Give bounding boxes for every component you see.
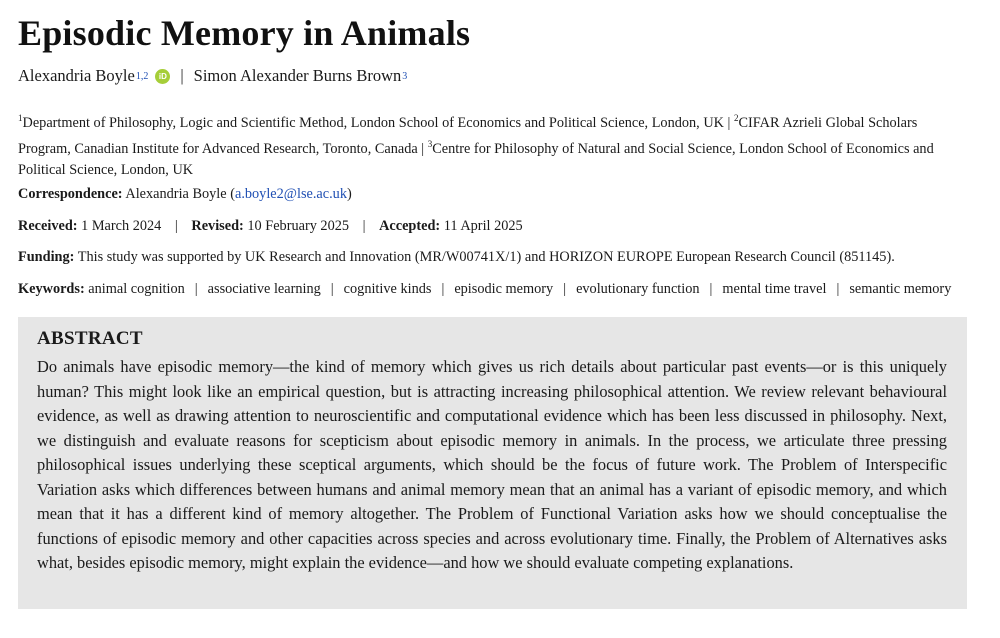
affiliation-text: CIFAR Azrieli Global Scholars Program, Canadian Institute for Advanced Research, Toronto, Canada (18, 115, 918, 157)
keyword-separator: | (441, 281, 445, 297)
correspondence-paren-open: ( (226, 186, 235, 202)
correspondence-email-link[interactable]: a.boyle2@lse.ac.uk (234, 186, 347, 202)
received-label: Received: (18, 218, 78, 234)
keyword[interactable]: episodic memory (454, 281, 554, 297)
funding-line (18, 249, 895, 266)
author-name[interactable]: Simon Alexander Burns Brown (193, 66, 402, 85)
affiliation-sup: 1 (18, 113, 23, 123)
correspondence-name: Alexandria Boyle (125, 186, 227, 202)
keyword[interactable]: semantic memory (849, 281, 952, 297)
keyword-separator: | (709, 281, 713, 297)
author-line (18, 66, 407, 86)
correspondence-paren-close: ) (346, 186, 352, 202)
date-separator: | (174, 218, 178, 234)
revised-date: 10 February 2025 (247, 218, 350, 234)
date-separator: | (362, 218, 366, 234)
author-affiliation-sup[interactable]: 3 (402, 70, 408, 82)
correspondence-line (18, 186, 352, 203)
accepted-label: Accepted: (379, 218, 441, 234)
keywords-line (18, 281, 951, 298)
received-date: 1 March 2024 (81, 218, 162, 234)
affiliation-separator: | (417, 141, 428, 157)
keyword[interactable]: mental time travel (722, 281, 827, 297)
abstract-heading: ABSTRACT (37, 328, 143, 349)
keyword-separator: | (330, 281, 334, 297)
keyword[interactable]: evolutionary function (576, 281, 700, 297)
affiliation-text: Centre for Philosophy of Natural and Social Science, London School of Economics and Political Science, London, UK (18, 141, 934, 178)
abstract-box (18, 317, 967, 609)
affiliation-sup: 3 (427, 139, 433, 149)
author-separator: | (180, 66, 184, 85)
keyword-separator: | (836, 281, 840, 297)
author-affiliation-sup[interactable]: 1,2 (135, 70, 149, 82)
dates-line (18, 218, 523, 235)
funding-text: This study was supported by UK Research and Innovation (MR/W00741X/1) and HORIZON EUROPE European Research Council (851145). (77, 249, 895, 265)
funding-label: Funding: (18, 249, 75, 265)
keywords-label: Keywords: (18, 281, 85, 297)
keyword[interactable]: animal cognition (88, 281, 185, 297)
orcid-icon[interactable]: iD (155, 69, 170, 84)
accepted-date: 11 April 2025 (443, 218, 523, 234)
affiliations (18, 108, 958, 181)
keyword-separator: | (194, 281, 198, 297)
keyword[interactable]: cognitive kinds (343, 281, 432, 297)
affiliation-separator: | (723, 115, 734, 131)
affiliation-text: Department of Philosophy, Logic and Scientific Method, London School of Economics and Political Science, London, UK (22, 115, 724, 131)
keyword-separator: | (563, 281, 567, 297)
abstract-text: Do animals have episodic memory—the kind of memory which gives us rich details about particular past events—or is this uniquely human? This might look like an empirical question, but is attracting increasing philosophical attention. We review relevant behavioural evidence, as well as drawing attention to neuroscientific and computational evidence which has been less discussed in philosophy. Next, we distinguish and evaluate reasons for scepticism about episodic memory in animals. In the process, we articulate three pressing philosophical issues underlying these sceptical arguments, which should be the focus of future work. The Problem of Interspecific Variation asks which differences between humans and animal memory mean that an animal has a variant of episodic memory, and which mean that it has a different kind of memory altogether. The Problem of Functional Variation asks how we should conceptualise the functions of episodic memory and other capacities across species and across evolutionary time. Finally, the Problem of Alternatives asks what, besides episodic memory, might explain the evidence—and how we should evaluate competing explanations. (37, 357, 947, 572)
revised-label: Revised: (191, 218, 244, 234)
affiliation-sup: 2 (734, 113, 739, 123)
keyword[interactable]: associative learning (207, 281, 321, 297)
article-title: Episodic Memory in Animals (18, 13, 471, 53)
correspondence-label: Correspondence: (18, 186, 123, 202)
author-name[interactable]: Alexandria Boyle (18, 66, 135, 85)
